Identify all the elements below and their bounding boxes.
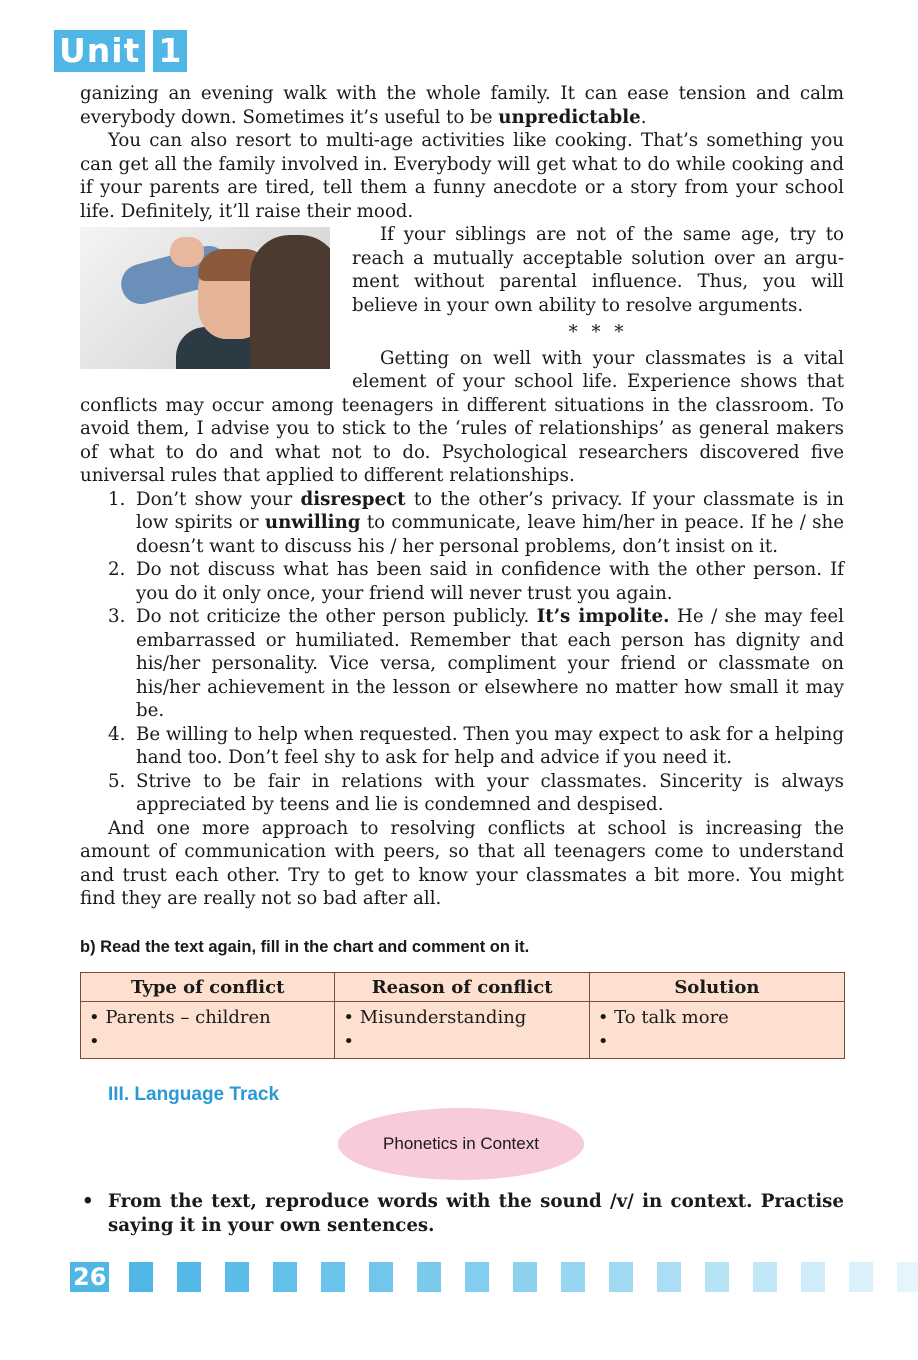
column-header: Solution	[589, 973, 844, 1002]
paragraph-1: ganizing an evening walk with the whole family. It can ease tension and calm everybody down. Sometimes it’s useful to be unpredictable.	[80, 83, 844, 128]
column-header: Reason of conflict	[335, 973, 589, 1002]
footer-square	[801, 1262, 825, 1292]
footer-square	[705, 1262, 729, 1292]
table-cell[interactable]: • Parents – children •	[81, 1002, 335, 1059]
footer-square	[177, 1262, 201, 1292]
section-separator: * * *	[568, 322, 628, 343]
article-body	[80, 82, 844, 911]
table-row	[81, 1002, 845, 1059]
page-number: 26	[70, 1262, 109, 1292]
column-header: Type of conflict	[81, 973, 335, 1002]
decorative-squares	[129, 1262, 918, 1292]
paragraph-3: If your siblings are not of the same age, try to reach a mutually acceptable solution over an argument without parental influence. Thus, you will believe in your own ability to resolve arguments.	[352, 224, 844, 316]
page-footer	[70, 1262, 918, 1292]
footer-square	[513, 1262, 537, 1292]
footer-square	[465, 1262, 489, 1292]
footer-square	[225, 1262, 249, 1292]
footer-square	[369, 1262, 393, 1292]
task-b-instruction: b) Read the text again, fill in the chart and comment on it.	[80, 938, 530, 956]
footer-square	[609, 1262, 633, 1292]
list-item: 1. Don’t show your disrespect to the other’s privacy. If your classmate is in low spirits or unwilling to communicate, leave him/her in peace. If he / she doesn’t want to discuss his / her personal problems, don’t insist on it.	[108, 488, 844, 557]
paragraph-2: You can also resort to multi-age activities like cooking. That’s something you can get all the family involved in. Everybody will get what to do while cooking and if your parents are tired, tell them a funny anecdote or a story from your school life. Definitely, it’ll raise their mood.	[80, 130, 844, 222]
list-item: 4. Be willing to help when requested. Then you may expect to ask for a helping hand too. Don’t feel shy to ask for help and advice if you need it.	[108, 723, 844, 768]
rules-list	[80, 488, 844, 817]
footer-square	[897, 1262, 918, 1292]
footer-square	[753, 1262, 777, 1292]
unit-header	[54, 30, 187, 72]
section-title: III. Language Track	[108, 1084, 280, 1105]
bullet: •	[82, 1191, 94, 1212]
footer-square	[273, 1262, 297, 1292]
unit-label: Unit	[54, 30, 145, 72]
footer-square	[129, 1262, 153, 1292]
bold-word: unpredictable	[498, 106, 641, 128]
paragraph-5: And one more approach to resolving conflicts at school is increasing the amount of communication with peers, so that all teenagers come to understand and trust each other. Try to get to know your classmates a bit more. You might find they are really not so bad after all.	[80, 817, 844, 909]
exercise-instruction: • From the text, reproduce words with the sound /v/ in context. Practise saying it in your own sentences.	[82, 1191, 844, 1236]
list-item: 2. Do not discuss what has been said in confidence with the other person. If you do it only once, your friend will never trust you again.	[108, 559, 844, 604]
footer-square	[321, 1262, 345, 1292]
footer-square	[417, 1262, 441, 1292]
phonetics-pill: Phonetics in Context	[338, 1108, 584, 1180]
list-item: 3. Do not criticize the other person publicly. It’s impolite. He / she may feel embarrassed or humiliated. Remember that each person has dignity and his/her personality. Vice versa, compliment your friend or classmate on his/her achievement in the lesson or elsewhere no matter how small it may be.	[108, 606, 844, 721]
unit-number: 1	[153, 30, 187, 72]
table-header-row	[81, 973, 845, 1002]
paragraph-4: Getting on well with your classmates is a vital element of your school life. Experience shows that conflicts may occur among teenagers in different situations in the classroom. To avoid them, I advise you to stick to the ‘rules of relationships’ as general makers of what to do and what not to do. Psychological researchers discovered five universal rules that applied to different relationships.	[80, 347, 844, 486]
table-cell[interactable]: • Misunderstanding •	[335, 1002, 589, 1059]
footer-square	[561, 1262, 585, 1292]
conflict-chart	[80, 972, 845, 1059]
table-cell[interactable]: • To talk more •	[589, 1002, 844, 1059]
list-item: 5. Strive to be fair in relations with your classmates. Sincerity is always appreciated by teens and lie is condemned and despised.	[108, 770, 844, 815]
footer-square	[657, 1262, 681, 1292]
footer-square	[849, 1262, 873, 1292]
boys-arguing-photo	[80, 227, 330, 369]
